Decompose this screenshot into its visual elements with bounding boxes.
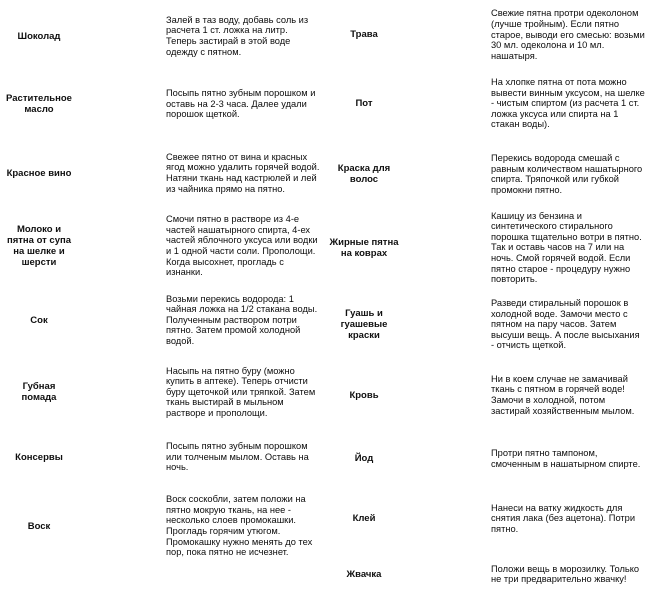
stain-label: Воск: [27, 520, 51, 532]
table-row: [327, 209, 648, 287]
table-row: [327, 68, 648, 140]
table-row: [2, 486, 323, 566]
stain-label: Кровь: [349, 389, 379, 401]
stain-label: Клей: [352, 512, 376, 524]
table-row: [2, 356, 323, 428]
table-row: [327, 139, 648, 209]
table-row: [2, 138, 323, 208]
stain-instructions: Протри пятно тампоном, смоченным в нашатырном спирте.: [491, 448, 641, 469]
stain-label: Растительное масло: [6, 93, 72, 115]
stain-label: Пот: [355, 97, 373, 109]
stain-instructions: Ни в коем случае не замачивай ткань с пятном в горячей воде! Замочи в холодной, потом застирай хозяйственным мылом.: [491, 373, 635, 416]
stain-instructions: Насыпь на пятно буру (можно купить в аптеке). Теперь отчисти буру щеточкой или тряпкой. Затем ткань выстирай в мыльном растворе и прополощи.: [166, 365, 316, 418]
stain-instructions: Посыпь пятно зубным порошком или толченым мылом. Оставь на ночь.: [166, 441, 309, 473]
table-row: [327, 287, 648, 363]
stain-instructions: Перекись водорода смешай с равным количеством нашатырного спирта. Тряпочкой или губкой промокни пятно.: [491, 152, 643, 195]
stain-label: Молоко и пятна от супа на шелке и шерсти: [6, 224, 72, 268]
table-row: [327, 2, 648, 68]
stain-label: Йод: [354, 453, 374, 465]
table-row: [327, 362, 648, 428]
stain-instructions: Свежее пятно от вина и красных ягод можно удалить горячей водой. Натяни ткань над кастрюлей и лей из чайника прямо на пятно.: [166, 151, 320, 194]
stain-label: Сок: [30, 314, 48, 326]
stain-instructions: Разведи стиральный порошок в холодной воде. Замочи место с пятном на пару часов. Затем высуши вещь. А после высыхания - отчисть щеткой.: [491, 297, 640, 351]
table-row: [2, 428, 323, 486]
stain-label: Шоколад: [17, 30, 61, 42]
stain-instructions: Возьми перекись водорода: 1 чайная ложка на 1/2 стакана воды. Полученным раствором потри пятно. Затем промой холодной водой.: [166, 293, 318, 346]
table-row: [2, 70, 323, 138]
stain-instructions: На хлопке пятна от пота можно вывести винным уксусом, на шелке - чистым спиртом (из расчета 1 ст. ложка уксуса или спирта на 1 стакан воды).: [491, 77, 645, 130]
table-row: [327, 490, 648, 548]
table-row: [2, 284, 323, 356]
stain-instructions: Кашицу из бензина и синтетического стирального порошка тщательно вотри в пятно. Так и оставь часов на 7 или на ночь. Смой горячей водой. Если пятно старое - процедуру нужно повторить.: [491, 210, 642, 285]
column-right: [325, 0, 650, 603]
table-row: [2, 2, 323, 70]
stain-label: Консервы: [15, 451, 63, 463]
stain-instructions: Смочи пятно в растворе из 4-е частей нашатырного спирта, 4-ех частей яблочного уксуса или водки и 1 одной части соли. Прополощи. Когда высохнет, прогладь с изнанки.: [166, 214, 318, 278]
stain-instructions: Посыпь пятно зубным порошком и оставь на 2-3 часа. Далее удали порошок щеткой.: [166, 88, 316, 120]
stain-label: Красное вино: [6, 167, 72, 179]
stain-label: Краска для волос: [337, 163, 391, 186]
stain-label: Гуашь и гуашевые краски: [340, 307, 388, 341]
stain-label: Жирные пятна на коврах: [329, 236, 399, 259]
stain-instructions: Воск соскобли, затем положи на пятно мокрую ткань, на нее - несколько слоев промокашки. Прогладь горячим утюгом. Промокашку нужно менять до тех пор, пока пятно не исчезнет.: [166, 494, 313, 558]
stain-instructions: Нанеси на ватку жидкость для снятия лака (без ацетона). Потри пятно.: [491, 502, 636, 534]
stain-instructions: Положи вещь в морозилку. Только не три предварительно жвачку!: [491, 563, 640, 585]
table-row: [2, 208, 323, 284]
stain-instructions: Залей в таз воду, добавь соль из расчета 1 ст. ложка на литр. Теперь застирай в этой воде одежду с пятном.: [166, 14, 309, 57]
stain-label: Трава: [350, 29, 378, 41]
table-row: [327, 428, 648, 490]
stain-instructions: Свежие пятна протри одеколоном (лучше тройным). Если пятно старое, выводи его смесью: возьми 30 мл. одеколона и 10 мл. нашатыря.: [491, 8, 645, 61]
stain-label: Губная помада: [21, 381, 57, 403]
stain-label: Жвачка: [346, 568, 382, 580]
table-row: [327, 547, 648, 601]
